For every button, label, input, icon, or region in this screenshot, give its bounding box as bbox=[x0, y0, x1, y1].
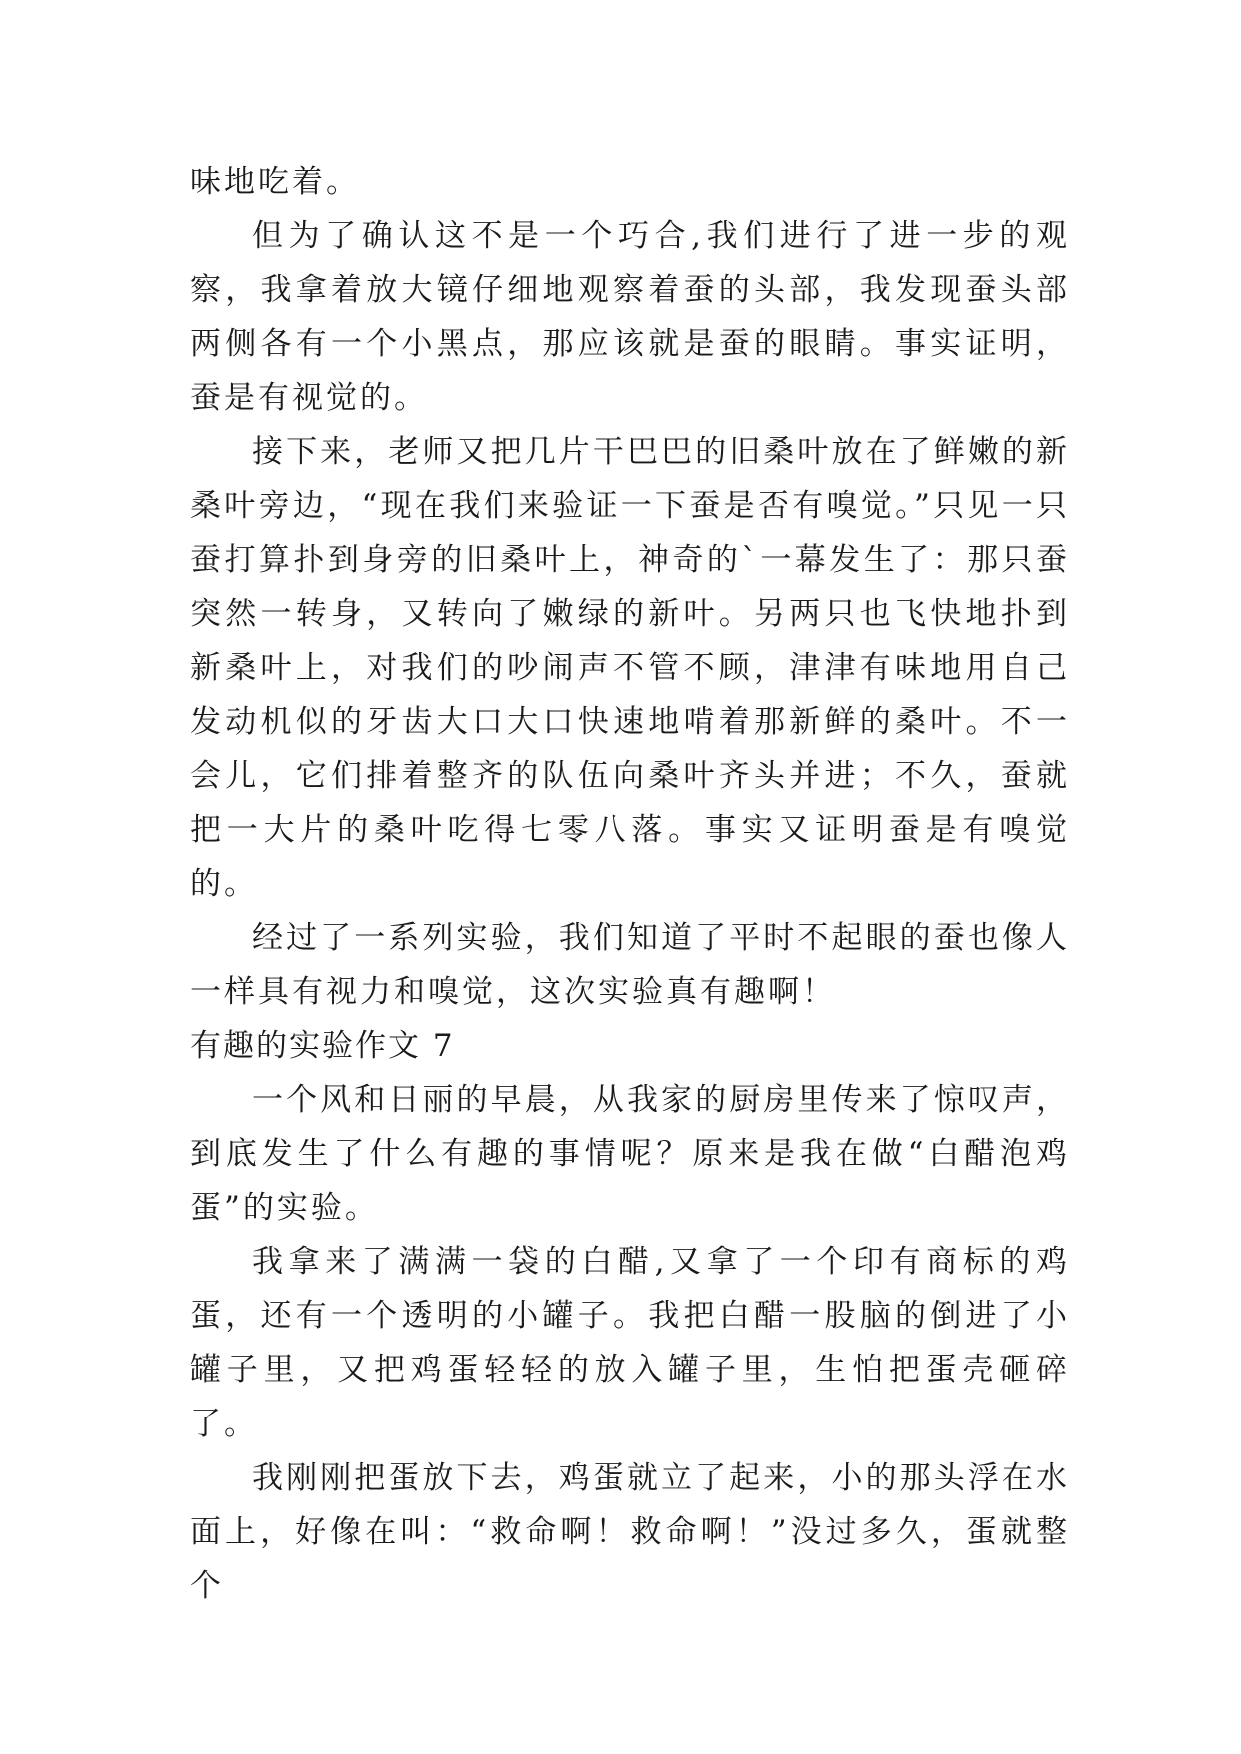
paragraph: 我刚刚把蛋放下去，鸡蛋就立了起来，小的那头浮在水面上，好像在叫：“救命啊！救命啊！”没过多久，蛋就整个 bbox=[190, 1460, 1070, 1604]
paragraph: 接下来，老师又把几片干巴巴的旧桑叶放在了鲜嫩的新桑叶旁边，“现在我们来验证一下蚕是否有嗅觉。”只见一只蚕打算扑到身旁的旧桑叶上，神奇的`一幕发生了：那只蚕突然一转身，又转向了嫩绿的新叶。另两只也飞快地扑到新桑叶上，对我们的吵闹声不管不顾，津津有味地用自己发动机似的牙齿大口大口快速地啃着那新鲜的桑叶。不一会儿，它们排着整齐的队伍向桑叶齐头并进；不久，蚕就把一大片的桑叶吃得七零八落。事实又证明蚕是有嗅觉的。 bbox=[190, 434, 1070, 902]
paragraph: 一个风和日丽的早晨，从我家的厨房里传来了惊叹声，到底发生了什么有趣的事情呢？原来是我在做“白醋泡鸡蛋”的实验。 bbox=[190, 1082, 1070, 1226]
section-heading: 有趣的实验作文 7 bbox=[190, 1028, 455, 1064]
paragraph: 我拿来了满满一袋的白醋,又拿了一个印有商标的鸡蛋，还有一个透明的小罐子。我把白醋一股脑的倒进了小罐子里，又把鸡蛋轻轻的放入罐子里，生怕把蛋壳砸碎了。 bbox=[190, 1244, 1070, 1442]
paragraph: 味地吃着。 bbox=[190, 164, 360, 200]
paragraph: 经过了一系列实验，我们知道了平时不起眼的蚕也像人一样具有视力和嗅觉，这次实验真有趣啊！ bbox=[190, 920, 1070, 1010]
paragraph: 但为了确认这不是一个巧合,我们进行了进一步的观察，我拿着放大镜仔细地观察着蚕的头部，我发现蚕头部两侧各有一个小黑点，那应该就是蚕的眼睛。事实证明，蚕是有视觉的。 bbox=[190, 218, 1070, 416]
document-body bbox=[190, 155, 1070, 1613]
